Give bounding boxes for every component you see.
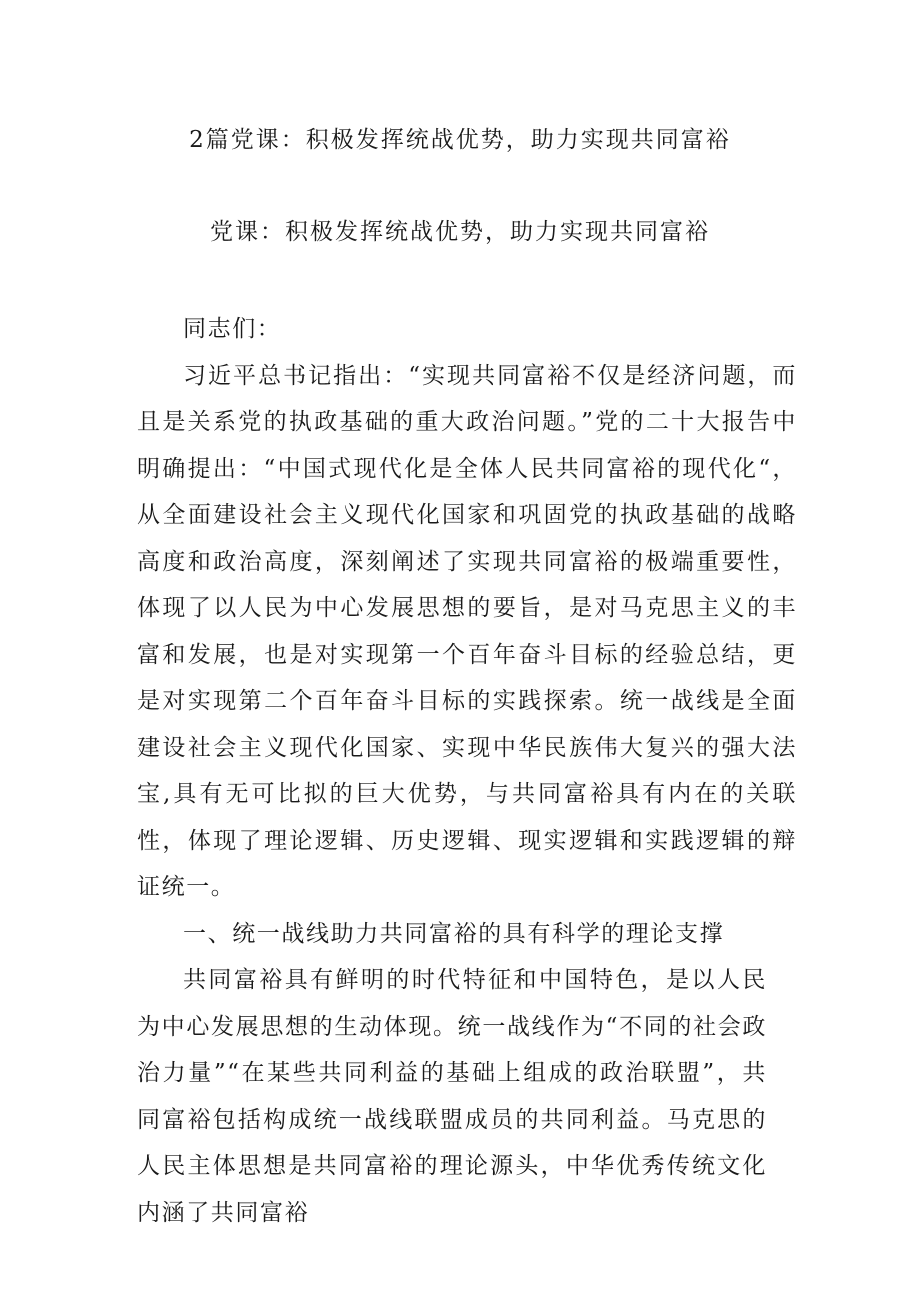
document-body (137, 306, 797, 1236)
body-paragraph: 习近平总书记指出：“实现共同富裕不仅是经济问题，而且是关系党的执政基础的重大政治问题。”党的二十大报告中明确提出：“中国式现代化是全体人民共同富裕的现代化“，从全面建设社会主义现代化国家和巩固党的执政基础的战略高度和政治高度，深刻阐述了实现共同富裕的极端重要性，体现了以人民为中心发展思想的要旨，是对马克思主义的丰富和发展，也是对实现第一个百年奋斗目标的经验总结，更是对实现第二个百年奋斗目标的实践探索。统一战线是全面建设社会主义现代化国家、实现中华民族伟大复兴的强大法宝,具有无可比拟的巨大优势，与共同富裕具有内在的关联性，体现了理论逻辑、历史逻辑、现实逻辑和实践逻辑的辩证统一。 (137, 362, 797, 900)
body-paragraph: 共同富裕具有鲜明的时代特征和中国特色，是以人民为中心发展思想的生动体现。统一战线作为“不同的社会政治力量”“在某些共同利益的基础上组成的政治联盟”，共同富裕包括构成统一战线联盟成员的共同利益。马克思的人民主体思想是共同富裕的理论源头，中华优秀传统文化内涵了共同富裕 (137, 967, 767, 1226)
document-title: 2篇党课：积极发挥统战优势，助力实现共同富裕 (189, 127, 731, 153)
greeting: 同志们： (183, 316, 282, 342)
document-subtitle: 党课：积极发挥统战优势，助力实现共同富裕 (210, 219, 710, 245)
section-heading: 一、统一战线助力共同富裕的具有科学的理论支撑 (183, 920, 725, 947)
